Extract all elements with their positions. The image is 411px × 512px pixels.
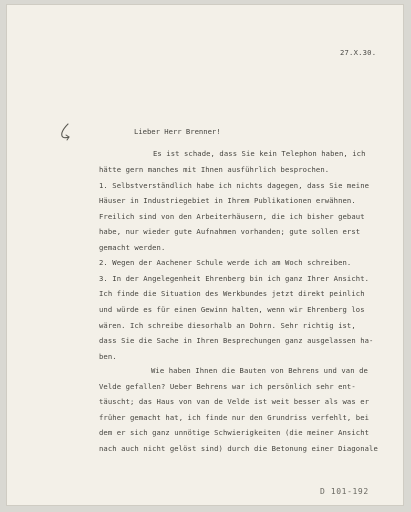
body-line: Es ist schade, dass Sie kein Telephon haben, ich [153, 149, 366, 158]
body-line: Ich finde die Situation des Werkbundes jetzt direkt peinlich [99, 289, 365, 298]
body-line: gemacht werden. [99, 243, 166, 252]
body-line: 3. In der Angelegenheit Ehrenberg bin ich ganz Ihrer Ansicht. [99, 274, 370, 283]
body-line: Velde gefallen? Ueber Behrens war ich persönlich sehr ent- [99, 382, 356, 391]
body-line: ben. [99, 352, 117, 361]
body-line: 1. Selbstverständlich habe ich nichts dagegen, dass Sie meine [99, 181, 370, 190]
body-line: nach auch nicht gelöst sind) durch die Betonung einer Diagonale [99, 444, 378, 453]
body-line: täuscht; das Haus von van de Velde ist weit besser als was er [99, 397, 370, 406]
body-line: Freilich sind von den Arbeiterhäusern, die ich bisher gebaut [99, 212, 365, 221]
body-line: hätte gern manches mit Ihnen ausführlich besprochen. [99, 165, 330, 174]
letter-body [7, 5, 403, 505]
body-line: dass Sie die Sache in Ihren Besprechungen ganz ausgelassen ha- [99, 336, 374, 345]
body-line: habe, nur wieder gute Aufnahmen vorhanden; gute sollen erst [99, 227, 361, 236]
archive-stamp: D 101-192 [320, 487, 369, 496]
body-line: wären. Ich schreibe diesorhalb an Dohrn. Sehr richtig ist, [99, 321, 356, 330]
body-line: 2. Wegen der Aachener Schule werde ich am Woch schreiben. [99, 258, 352, 267]
body-line: und würde es für einen Gewinn halten, wenn wir Ehrenberg los [99, 305, 365, 314]
salutation: Lieber Herr Brenner! [134, 127, 221, 136]
body-line: früher gemacht hat, ich finde nur den Grundriss verfehlt, bei [99, 413, 370, 422]
body-line: dem er sich ganz unnötige Schwierigkeiten (die meiner Ansicht [99, 428, 370, 437]
letter-sheet [7, 5, 403, 505]
letter-date: 27.X.30. [340, 48, 377, 57]
body-line: Häuser in Industriegebiet in Ihrem Publikationen erwähnen. [99, 196, 356, 205]
body-line: Wie haben Ihnen die Bauten von Behrens und van de [151, 366, 368, 375]
